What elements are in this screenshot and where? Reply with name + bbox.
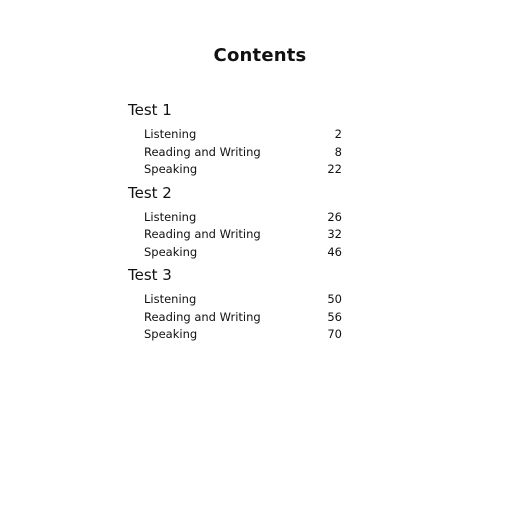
toc-entry[interactable] (128, 226, 342, 244)
entry-page-number: 2 (334, 127, 342, 141)
entry-label: Speaking (144, 162, 198, 176)
entry-page-number: 56 (327, 309, 342, 324)
toc-entry[interactable] (128, 144, 342, 162)
toc-entry[interactable] (128, 309, 342, 327)
toc-entry[interactable] (128, 209, 342, 227)
toc-entry[interactable] (128, 161, 342, 179)
entry-page-number: 22 (327, 162, 342, 176)
section-title: Test 2 (128, 183, 172, 202)
page-title: Contents (213, 45, 307, 66)
toc-section-test-3 (128, 265, 342, 344)
section-title: Test 3 (128, 266, 172, 284)
entry-label: Speaking (144, 327, 198, 341)
entry-label: Reading and Writing (144, 227, 261, 241)
table-of-contents (128, 100, 342, 348)
entry-label: Speaking (144, 244, 198, 259)
entry-page-number: 46 (327, 244, 342, 259)
entry-page-number: 32 (327, 227, 342, 241)
entry-page-number: 8 (334, 144, 342, 159)
toc-entry[interactable] (128, 126, 342, 144)
entry-label: Reading and Writing (144, 144, 261, 159)
toc-section-test-2 (128, 183, 342, 262)
entry-page-number: 70 (327, 327, 342, 341)
section-title: Test 1 (128, 101, 172, 119)
entry-label: Listening (144, 127, 197, 141)
toc-entry[interactable] (128, 291, 342, 309)
entry-page-number: 50 (327, 292, 342, 306)
entry-label: Reading and Writing (144, 309, 261, 324)
entry-label: Listening (144, 209, 197, 224)
toc-section-test-1 (128, 100, 342, 179)
toc-entry[interactable] (128, 326, 342, 344)
toc-entry[interactable] (128, 244, 342, 262)
entry-page-number: 26 (327, 209, 342, 224)
entry-label: Listening (144, 292, 197, 306)
